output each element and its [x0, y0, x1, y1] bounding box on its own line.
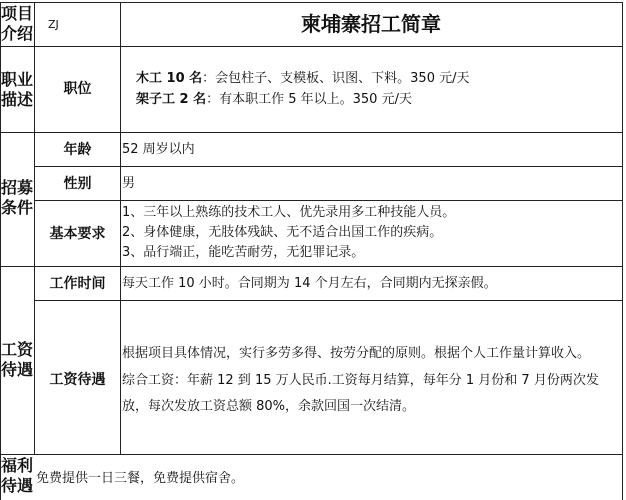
age-label-text: 年龄	[63, 142, 92, 158]
project-code	[48, 18, 59, 32]
grid-line	[34, 166, 623, 167]
grid-line	[120, 2, 121, 454]
gender-label	[35, 175, 120, 193]
age-label	[35, 141, 120, 159]
requirement-item	[122, 244, 364, 262]
work-time-label-text: 工作时间	[49, 276, 106, 292]
requirement-item	[122, 224, 442, 242]
grid-line	[0, 132, 623, 133]
project-header	[0, 4, 34, 44]
pay-label-text: 工资待遇	[49, 372, 106, 388]
job-header-label: 职业描述	[0, 70, 33, 109]
pay-line	[122, 398, 415, 416]
gender-value	[122, 175, 135, 193]
page-title	[120, 12, 622, 36]
project-code-text: ZJ	[48, 18, 59, 31]
gender-label-text: 性别	[63, 176, 92, 192]
pay-line-text: 根据项目具体情况，实行多劳多得、按劳分配的原则。根据个人工作量计算收入。	[122, 346, 591, 361]
requirement-item-text: 3、品行端正，能吃苦耐劳，无犯罪记录。	[122, 245, 365, 260]
job-desc-carpenter: ：会包柱子、支模板、识图、下料。350 元/天	[202, 71, 470, 86]
age-value-text: 52 周岁以内	[122, 142, 195, 157]
requirement-item	[122, 204, 455, 222]
work-time-value-text: 每天工作 10 小时。合同期为 14 个月左右，合同期内无探亲假。	[122, 276, 497, 291]
recruit-header	[0, 178, 34, 222]
pay-line-text: 综合工资：年薪 12 到 15 万人民币.工资每月结算，每年分 1 月份和 7 月份两次发	[122, 373, 599, 388]
requirement-item-text: 1、三年以上熟练的技术工人、优先录用多工种技能人员。	[122, 205, 456, 220]
requirement-item-text: 2、身体健康，无肢体残缺、无不适合出国工作的疾病。	[122, 225, 443, 240]
job-role-scaffolder: 架子工 2 名	[136, 92, 207, 107]
job-line-carpenter	[136, 70, 469, 88]
job-role-carpenter: 木工 10 名	[136, 71, 203, 86]
wage-header	[0, 340, 34, 382]
age-value	[122, 141, 195, 159]
pay-line	[122, 372, 599, 390]
grid-line	[0, 2, 623, 3]
welfare-header-label: 福利待遇	[0, 456, 33, 495]
requirements-label	[35, 225, 120, 243]
pay-line-text: 放，每次发放工资总额 80%，余款回国一次结清。	[122, 399, 416, 414]
work-time-label	[35, 275, 120, 293]
grid-line	[34, 200, 623, 201]
job-line-scaffolder	[136, 91, 412, 109]
welfare-value-text: 免费提供一日三餐，免费提供宿舍。	[36, 471, 245, 486]
page-title-text: 柬埔寨招工简章	[301, 12, 441, 36]
welfare-header	[0, 456, 34, 498]
pay-label	[35, 371, 120, 389]
welfare-value	[36, 470, 244, 488]
wage-header-label: 工资待遇	[0, 340, 33, 379]
grid-line	[622, 2, 623, 500]
grid-line	[0, 46, 623, 47]
gender-value-text: 男	[122, 176, 136, 191]
project-header-label: 项目介绍	[0, 4, 33, 43]
job-desc-scaffolder: ：有本职工作 5 年以上。350 元/天	[206, 92, 412, 107]
recruit-header-label: 招募条件	[0, 178, 33, 217]
pay-line	[122, 345, 590, 363]
grid-line	[34, 300, 623, 301]
grid-line	[0, 454, 623, 455]
job-position-label	[35, 80, 120, 98]
job-position-label-text: 职位	[63, 81, 92, 97]
grid-line	[0, 266, 623, 267]
work-time-value	[122, 275, 497, 293]
job-header	[0, 70, 34, 110]
requirements-label-text: 基本要求	[49, 226, 106, 242]
